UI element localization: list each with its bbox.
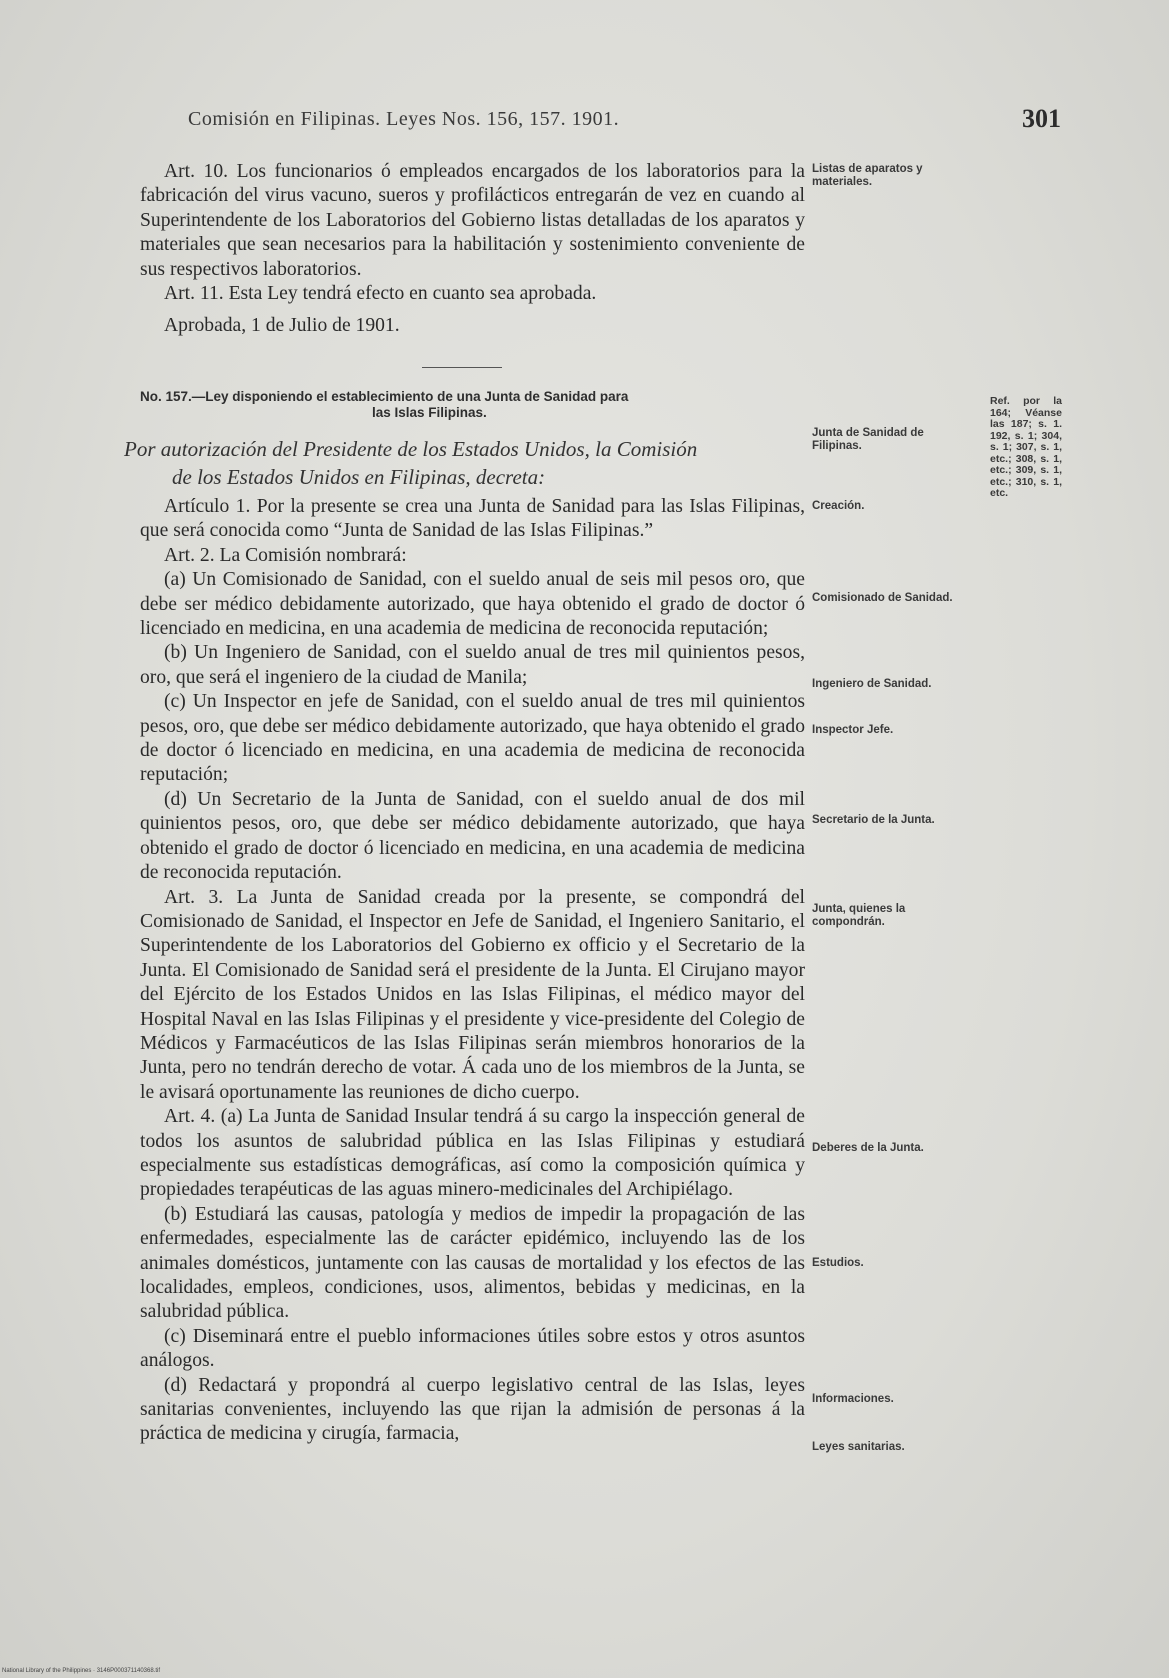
article-4b: (b) Estudiará las causas, patología y medios de impedir la propagación de las enfermedades, especialmente las de carácter epidémico, incluyendo las de los animales domésticos, juntamente con las causas de mortalidad y los efectos de las localidades, empleos, condiciones, usos, alimentos, bebidas y medicinas, en la salubridad pública. <box>140 1203 805 1323</box>
margin-note-deberes: Deberes de la Junta. <box>812 1142 924 1154</box>
article-4a: Art. 4. (a) La Junta de Sanidad Insular tendrá á su cargo la inspección general de todos los asuntos de salubridad pública en las Islas Filipinas y estudiará especialmente sus estadísticas demográficas, así como la composición química y propiedades terapéuticas de las aguas minero-medicinales del Archipiélago. <box>140 1106 805 1201</box>
margin-note-comisionado: Comisionado de Sanidad. <box>812 592 953 604</box>
article-2d: (d) Un Secretario de la Junta de Sanidad, con el sueldo anual de dos mil quinientos pesos, oro, que debe ser médico debidamente autorizado, que haya obtenido el grado de doctor ó licenciado en medicina, en una academia de medicina de reconocida reputación. <box>140 788 805 884</box>
margin-note-references: Ref. por la 164; Véanse las 187; s. 1. 192, s. 1; 304, s. 1; 307, s. 1, etc.; 308, s. 1, etc.; 309, s. 1, etc.; 310, s. 1, etc. <box>990 395 1062 499</box>
article-4c: (c) Diseminará entre el pueblo informaciones útiles sobre estos y otros asuntos análogos. <box>140 1325 805 1372</box>
margin-note-junta: Junta de Sanidad de Filipinas. <box>812 427 924 452</box>
running-header: Comisión en Filipinas. Leyes Nos. 156, 157. 1901. <box>188 108 620 130</box>
article-4d: (d) Redactará y propondrá al cuerpo legislativo central de las Islas, leyes sanitarias convenientes, incluyendo las que rijan la admisión de personas á la práctica de medicina y cirugía, farmacia, <box>140 1374 805 1445</box>
law-156-end <box>140 160 805 339</box>
law-157-title <box>140 389 805 421</box>
margin-note-estudios: Estudios. <box>812 1257 864 1269</box>
article-2: Art. 2. La Comisión nombrará: <box>164 544 407 566</box>
enacting-clause <box>124 435 814 491</box>
margin-note-ingeniero: Ingeniero de Sanidad. <box>812 678 932 690</box>
law-title-line-2: las Islas Filipinas. <box>372 405 487 420</box>
scan-credit: National Library of the Philippines · 3146P000371140368.tif <box>2 1668 160 1674</box>
article-2b: (b) Un Ingeniero de Sanidad, con el sueldo anual de tres mil quinientos pesos, oro, que será el ingeniero de la ciudad de Manila; <box>140 642 805 688</box>
approval-date: Aprobada, 1 de Julio de 1901. <box>164 315 400 337</box>
law-title-line-1: No. 157.—Ley disponiendo el establecimiento de una Junta de Sanidad para <box>140 389 629 404</box>
decree-line-1: Por autorización del Presidente de los Estados Unidos, la Comisión <box>124 437 698 461</box>
article-2c: (c) Un Inspector en jefe de Sanidad, con el sueldo anual de tres mil quinientos pesos, oro, que debe ser médico debidamente autorizado, que haya obtenido el grado de doctor ó licenciado en medicina, en una academia de medicina de reconocida reputación; <box>140 691 805 786</box>
article-1: Artículo 1. Por la presente se crea una Junta de Sanidad para las Islas Filipinas, que será conocida como “Junta de Sanidad de las Islas Filipinas.” <box>140 496 805 542</box>
margin-note-creacion: Creación. <box>812 500 865 512</box>
section-divider <box>422 367 502 368</box>
margin-note-secretario: Secretario de la Junta. <box>812 814 935 826</box>
decree-line-2: de los Estados Unidos en Filipinas, decreta: <box>172 465 546 489</box>
margin-note-leyes: Leyes sanitarias. <box>812 1441 905 1453</box>
article-3: Art. 3. La Junta de Sanidad creada por la presente, se compondrá del Comisionado de Sanidad, el Inspector en Jefe de Sanidad, el Ingeniero Sanitario, el Superintendente de los Laboratorios del Gobierno ex officio y el Secretario de la Junta. El Comisionado de Sanidad será el presidente de la Junta. El Cirujano mayor del Ejército de los Estados Unidos en las Islas Filipinas, el médico mayor del Hospital Naval en las Islas Filipinas y el presidente y vice-presidente del Colegio de Médicos y Farmacéuticos de las Islas Filipinas serán miembros honorarios de la Junta, pero no tendrán derecho de votar. Á cada uno de los miembros de la Junta, se le avisará oportunamente las reuniones de dicho cuerpo. <box>140 886 805 1103</box>
margin-note-informaciones: Informaciones. <box>812 1393 894 1405</box>
page-number: 301 <box>1022 104 1061 133</box>
margin-note-listas: Listas de aparatos y materiales. <box>812 163 923 188</box>
article-2a: (a) Un Comisionado de Sanidad, con el sueldo anual de seis mil pesos oro, que debe ser médico debidamente autorizado, que haya obtenido el grado de doctor ó licenciado en medicina, en una academia de medicina de reconocida reputación; <box>140 569 805 640</box>
article-11: Art. 11. Esta Ley tendrá efecto en cuanto sea aprobada. <box>164 283 597 305</box>
article-10: Art. 10. Los funcionarios ó empleados encargados de los laboratorios para la fabricación del virus vacuno, sueros y profilácticos entregarán de vez en cuando al Superintendente de los Laboratorios del Gobierno listas detalladas de los aparatos y materiales que sean necesarios para la habilitación y sostenimiento conveniente de sus respectivos laboratorios. <box>140 161 805 280</box>
margin-note-inspector: Inspector Jefe. <box>812 724 894 736</box>
margin-note-quienes: Junta, quienes la compondrán. <box>812 903 906 928</box>
law-157-body <box>140 495 805 1447</box>
